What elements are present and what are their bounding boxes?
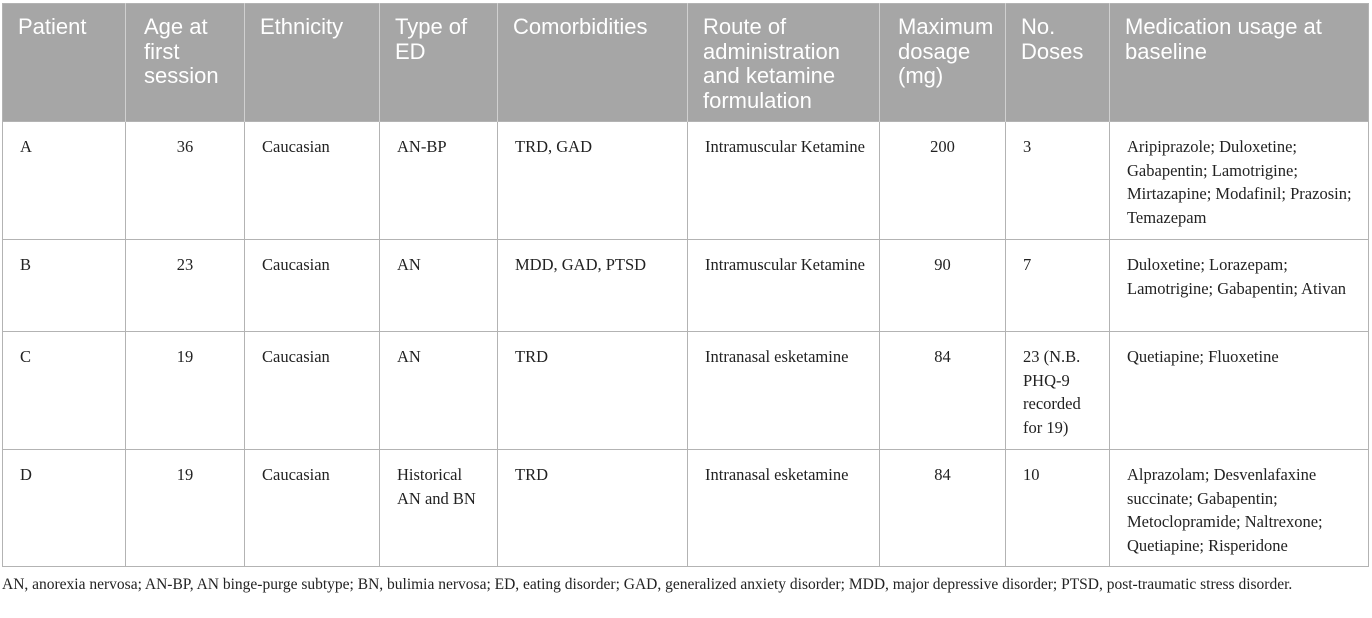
table-row (3, 332, 1369, 450)
table-container (2, 3, 1368, 567)
header-row (3, 4, 1369, 122)
cell-comorbidities: TRD (498, 450, 688, 567)
cell-no-doses: 7 (1006, 240, 1110, 332)
cell-route: Intranasal esketamine (688, 450, 880, 567)
cell-age: 19 (126, 450, 245, 567)
cell-age: 36 (126, 122, 245, 240)
cell-type-of-ed: AN (380, 332, 498, 450)
table-footnote: AN, anorexia nervosa; AN-BP, AN binge-purge subtype; BN, bulimia nervosa; ED, eating disorder; GAD, generalized anxiety disorder; MDD, major depressive disorder; PTSD, post-traumatic stress disorder. (2, 576, 1293, 593)
header-route: Route of administration and ketamine formulation (688, 4, 880, 122)
cell-patient: D (3, 450, 126, 567)
header-patient: Patient (3, 4, 126, 122)
cell-type-of-ed: Historical AN and BN (380, 450, 498, 567)
cell-comorbidities: TRD, GAD (498, 122, 688, 240)
cell-comorbidities: MDD, GAD, PTSD (498, 240, 688, 332)
cell-patient: B (3, 240, 126, 332)
cell-medication: Duloxetine; Lorazepam; Lamotrigine; Gabapentin; Ativan (1110, 240, 1369, 332)
cell-patient: A (3, 122, 126, 240)
table-row (3, 122, 1369, 240)
cell-max-dosage: 84 (880, 332, 1006, 450)
cell-type-of-ed: AN-BP (380, 122, 498, 240)
cell-age: 23 (126, 240, 245, 332)
table-row (3, 450, 1369, 567)
cell-no-doses: 3 (1006, 122, 1110, 240)
header-medication: Medication usage at baseline (1110, 4, 1369, 122)
cell-ethnicity: Caucasian (245, 450, 380, 567)
cell-route: Intramuscular Ketamine (688, 240, 880, 332)
table-row (3, 240, 1369, 332)
cell-medication: Aripiprazole; Duloxetine; Gabapentin; Lamotrigine; Mirtazapine; Modafinil; Prazosin; Temazepam (1110, 122, 1369, 240)
cell-medication: Alprazolam; Desvenlafaxine succinate; Gabapentin; Metoclopramide; Naltrexone; Quetiapine; Risperidone (1110, 450, 1369, 567)
header-ethnicity: Ethnicity (245, 4, 380, 122)
cell-route: Intranasal esketamine (688, 332, 880, 450)
header-type-of-ed: Type of ED (380, 4, 498, 122)
header-max-dosage: Maximum dosage (mg) (880, 4, 1006, 122)
cell-patient: C (3, 332, 126, 450)
header-age: Age at first session (126, 4, 245, 122)
cell-max-dosage: 200 (880, 122, 1006, 240)
cell-max-dosage: 90 (880, 240, 1006, 332)
cell-ethnicity: Caucasian (245, 240, 380, 332)
header-comorbidities: Comorbidities (498, 4, 688, 122)
cell-type-of-ed: AN (380, 240, 498, 332)
cell-no-doses: 10 (1006, 450, 1110, 567)
cell-ethnicity: Caucasian (245, 122, 380, 240)
cell-no-doses: 23 (N.B. PHQ-9 recorded for 19) (1006, 332, 1110, 450)
cell-medication: Quetiapine; Fluoxetine (1110, 332, 1369, 450)
cell-ethnicity: Caucasian (245, 332, 380, 450)
patient-characteristics-table (2, 3, 1369, 567)
cell-max-dosage: 84 (880, 450, 1006, 567)
cell-comorbidities: TRD (498, 332, 688, 450)
header-no-doses: No. Doses (1006, 4, 1110, 122)
cell-route: Intramuscular Ketamine (688, 122, 880, 240)
cell-age: 19 (126, 332, 245, 450)
